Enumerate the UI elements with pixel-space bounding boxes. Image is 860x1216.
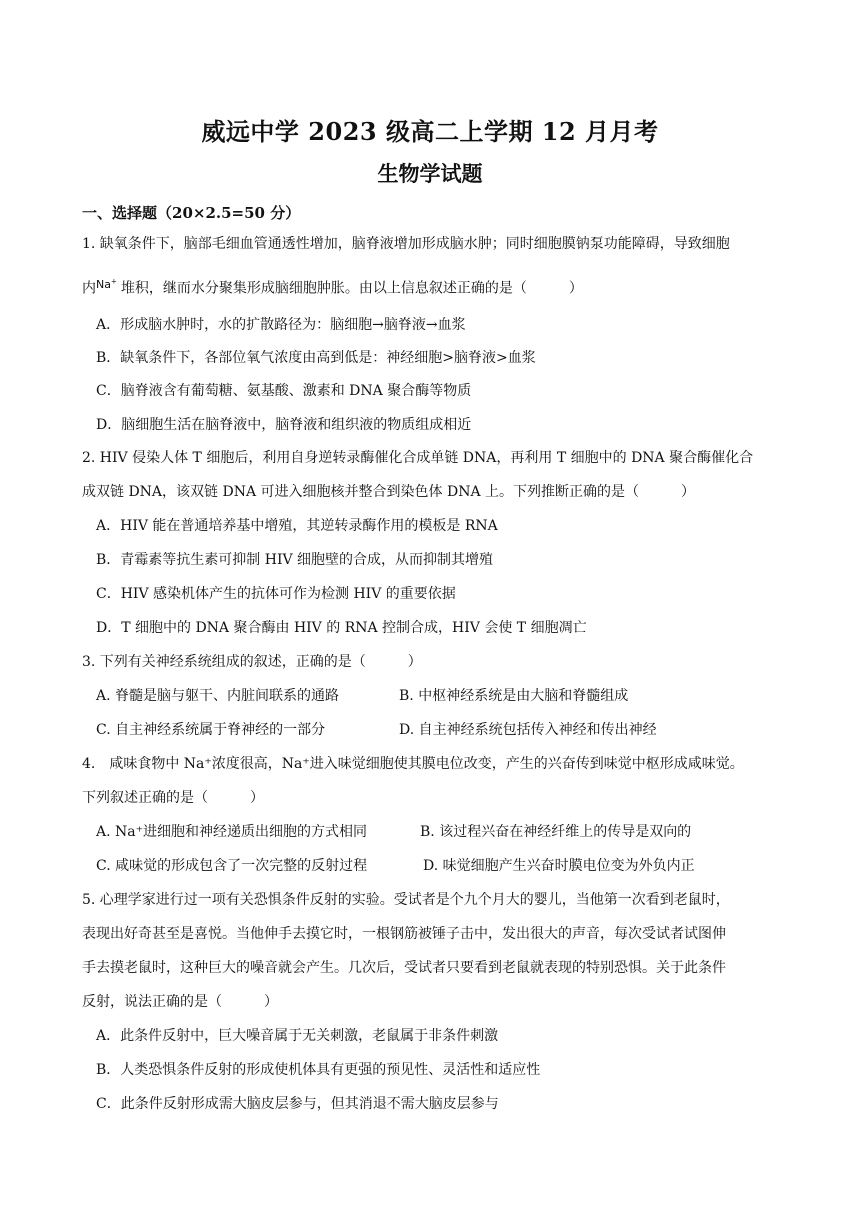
q2-option-d: D．T 细胞中的 DNA 聚合酶由 HIV 的 RNA 控制合成，HIV 会使 T 细胞凋亡	[96, 620, 587, 636]
q2-option-b: B．青霉素等抗生素可抑制 HIV 细胞壁的合成，从而抑制其增殖	[96, 552, 494, 568]
q1-stem-line-1: 1. 缺氧条件下，脑部毛细血管通透性增加，脑脊液增加形成脑水肿；同时细胞膜钠泵功能障碍，导致细胞	[82, 236, 730, 252]
q4-option-c: C. 咸味觉的形成包含了一次完整的反射过程	[96, 858, 368, 874]
q1-stem-text-a: 内	[82, 280, 96, 297]
na-text: Na	[96, 277, 111, 291]
q4-option-b: B. 该过程兴奋在神经纤维上的传导是双向的	[420, 824, 692, 840]
na-charge: +	[110, 277, 117, 285]
q3-option-b: B. 中枢神经系统是由大脑和脊髓组成	[399, 688, 629, 704]
q5-option-b: B．人类恐惧条件反射的形成使机体具有更强的预见性、灵活性和适应性	[96, 1062, 541, 1078]
q5-stem-line-3: 手去摸老鼠时，这种巨大的噪音就会产生。几次后，受试者只要看到老鼠就表现的特别恐惧。关于此条件	[82, 960, 726, 976]
q3-option-a: A. 脊髓是脑与躯干、内脏间联系的通路	[96, 688, 340, 704]
section-heading: 一、选择题（20×2.5=50 分）	[82, 204, 301, 222]
sodium-ion-symbol	[96, 278, 117, 291]
q5-option-c: C．此条件反射形成需大脑皮层参与，但其消退不需大脑皮层参与	[96, 1096, 499, 1112]
q1-option-a: A．形成脑水肿时，水的扩散路径为：脑细胞→脑脊液→血浆	[96, 317, 466, 333]
q5-stem-line-2: 表现出好奇甚至是喜悦。当他伸手去摸它时，一根钢筋被锤子击中，发出很大的声音，每次受试者试图伸	[82, 926, 726, 942]
q3-option-d: D. 自主神经系统包括传入神经和传出神经	[399, 722, 657, 738]
exam-subtitle: 生物学试题	[377, 161, 483, 186]
q1-stem-line-2	[82, 276, 583, 300]
q3-option-c: C. 自主神经系统属于脊神经的一部分	[96, 722, 326, 738]
q2-option-c: C．HIV 感染机体产生的抗体可作为检测 HIV 的重要依据	[96, 586, 456, 602]
q2-stem-line-2: 成双链 DNA，该双链 DNA 可进入细胞核并整合到染色体 DNA 上。下列推断正确的是（ ）	[82, 484, 696, 500]
q5-stem-line-1: 5. 心理学家进行过一项有关恐惧条件反射的实验。受试者是个九个月大的婴儿，当他第一次看到老鼠时，	[82, 892, 730, 908]
q5-option-a: A．此条件反射中，巨大噪音属于无关刺激，老鼠属于非条件刺激	[96, 1028, 499, 1044]
q4-stem-line-1: 4. 咸味食物中 Na⁺浓度很高，Na⁺进入味觉细胞使其膜电位改变，产生的兴奋传到味觉中枢形成咸味觉。	[82, 756, 744, 772]
q1-option-b: B．缺氧条件下，各部位氧气浓度由高到低是：神经细胞>脑脊液>血浆	[96, 350, 536, 366]
q1-option-d: D．脑细胞生活在脑脊液中，脑脊液和组织液的物质组成相近	[96, 417, 472, 433]
q4-option-a: A. Na⁺进细胞和神经递质出细胞的方式相同	[96, 824, 367, 840]
q2-stem-line-1: 2. HIV 侵染人体 T 细胞后，利用自身逆转录酶催化合成单链 DNA，再利用 T 细胞中的 DNA 聚合酶催化合	[82, 450, 754, 466]
q5-stem-line-4: 反射，说法正确的是（ ）	[82, 994, 278, 1010]
q2-option-a: A．HIV 能在普通培养基中增殖，其逆转录酶作用的模板是 RNA	[96, 518, 498, 534]
exam-title: 威远中学 2023 级高二上学期 12 月月考	[201, 117, 659, 146]
q4-option-d: D. 味觉细胞产生兴奋时膜电位变为外负内正	[423, 858, 695, 874]
q4-stem-line-2: 下列叙述正确的是（ ）	[82, 790, 264, 806]
q1-option-c: C．脑脊液含有葡萄糖、氨基酸、激素和 DNA 聚合酶等物质	[96, 383, 472, 399]
q1-stem-text-b: 堆积，继而水分聚集形成脑细胞肿胀。由以上信息叙述正确的是（ ）	[120, 280, 583, 297]
q3-stem: 3. 下列有关神经系统组成的叙述，正确的是（ ）	[82, 654, 422, 670]
